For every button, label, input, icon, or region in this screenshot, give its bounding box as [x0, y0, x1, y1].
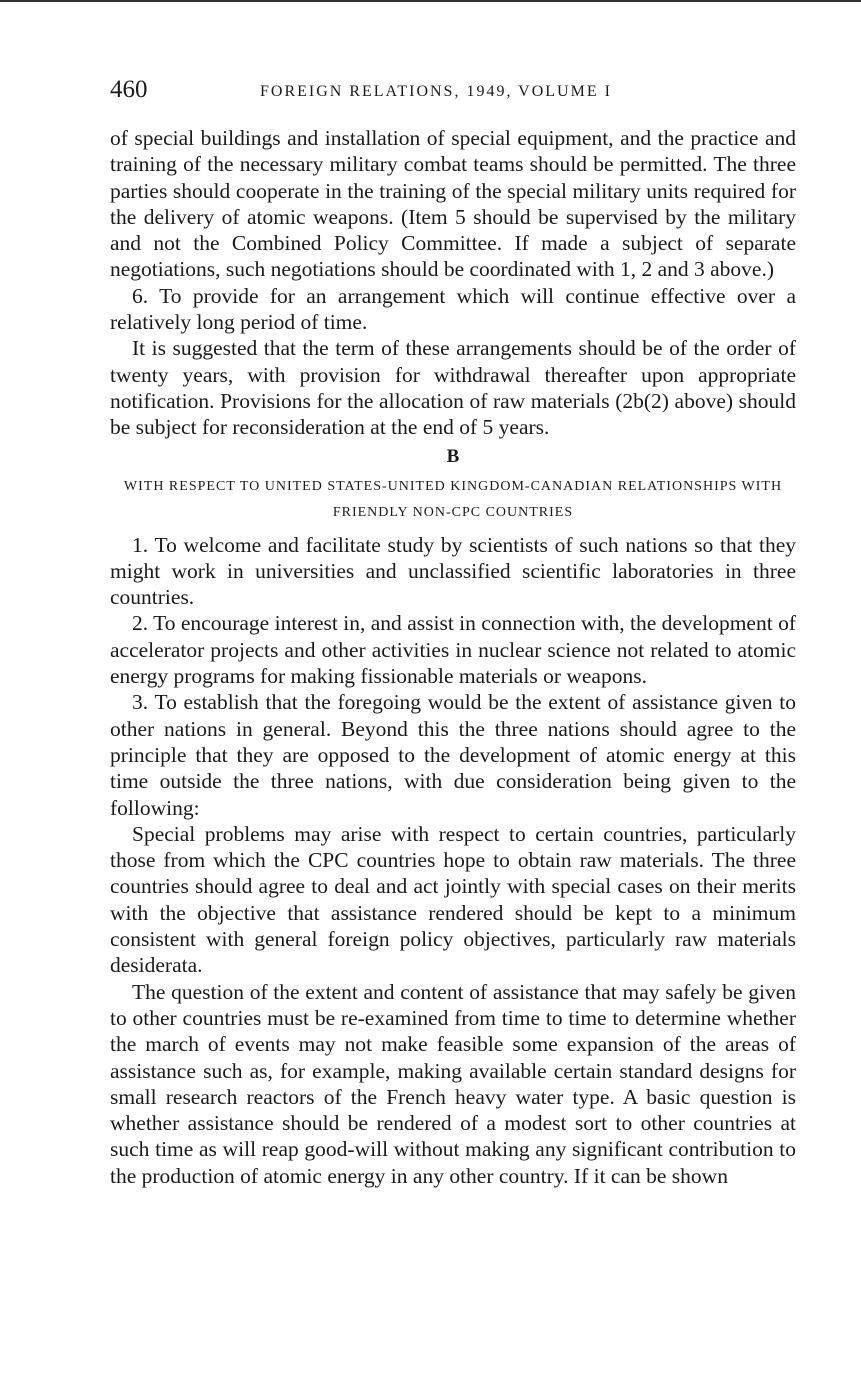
- top-border-rule: [0, 0, 861, 2]
- paragraph-item-3: 3. To establish that the foregoing would be the extent of assistance given to other nations in general. Beyond this the three nations should agree to the principle that they are opposed to the development of atomic energy at this time outside the three nations, with due consideration being given to the following:: [110, 690, 796, 820]
- running-head: FOREIGN RELATIONS, 1949, VOLUME I: [260, 83, 612, 100]
- section-heading: WITH RESPECT TO UNITED STATES-UNITED KINGDOM-CANADIAN RELATIONSHIPS WITH FRIENDLY NON-CPC COUNTRIES: [123, 478, 783, 520]
- body-text: [110, 125, 796, 1189]
- paragraph-term-suggestion: It is suggested that the term of these arrangements should be of the order of twenty years, with provision for withdrawal thereafter upon appropriate notification. Provisions for the allocation of raw materials (2b(2) above) should be subject for reconsideration at the end of 5 years.: [110, 336, 796, 440]
- paragraph-item-1: 1. To welcome and facilitate study by scientists of such nations so that they might work in universities and unclassified scientific laboratories in three countries.: [110, 532, 796, 610]
- page-header: [110, 76, 800, 106]
- paragraph-special-problems: Special problems may arise with respect to certain countries, particularly those from which the CPC countries hope to obtain raw materials. The three countries should agree to deal and act jointly with special cases on their merits with the objective that assistance rendered should be kept to a minimum consistent with general foreign policy objectives, particularly raw materials desiderata.: [110, 821, 796, 978]
- paragraph-item-2: 2. To encourage interest in, and assist in connection with, the development of accelerator projects and other activities in nuclear science not related to atomic energy programs for making fissionable materials or weapons.: [110, 611, 796, 689]
- paragraph-continuation: of special buildings and installation of special equipment, and the practice and training of the necessary military combat teams should be permitted. The three parties should cooperate in the training of the special military units required for the delivery of atomic weapons. (Item 5 should be supervised by the military and not the Combined Policy Committee. If made a subject of separate negotiations, such negotiations should be coordinated with 1, 2 and 3 above.): [110, 126, 796, 282]
- paragraph-item-6: 6. To provide for an arrangement which will continue effective over a relatively long period of time.: [110, 283, 796, 335]
- paragraph-assistance-question: The question of the extent and content of assistance that may safely be given to other countries must be re-examined from time to time to determine whether the march of events may not make feasible some expansion of the areas of assistance such as, for example, making available certain standard designs for small research reactors of the French heavy water type. A basic question is whether assistance should be rendered of a modest sort to other countries at such time as will reap good-will without making any significant contribution to the production of atomic energy in any other country. If it can be shown: [110, 979, 796, 1188]
- page-number: 460: [110, 76, 148, 103]
- section-letter: B: [446, 445, 460, 467]
